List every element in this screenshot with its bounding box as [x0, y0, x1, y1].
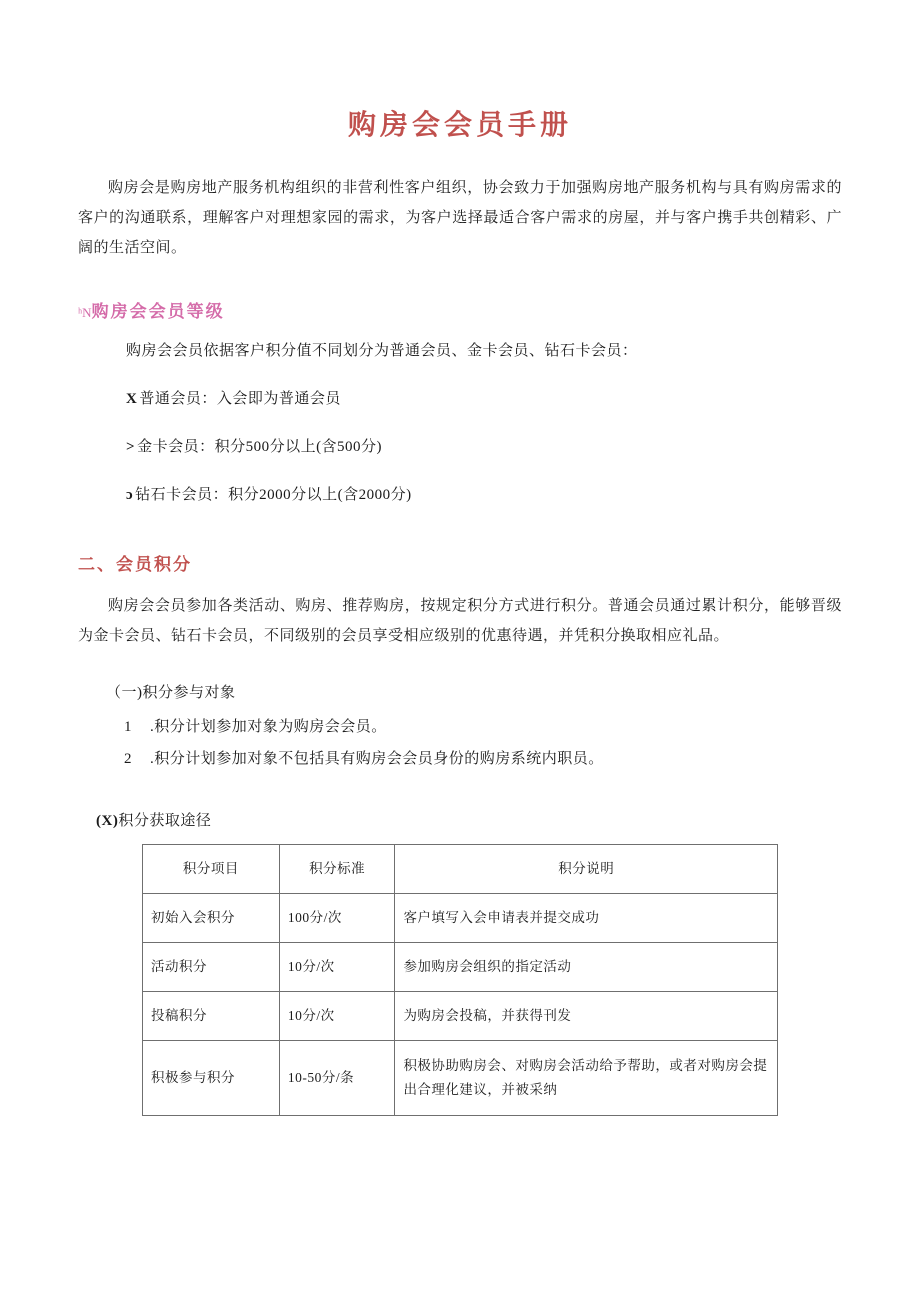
list-item-label: .积分计划参加对象不包括具有购房会会员身份的购房系统内职员。: [150, 750, 604, 767]
table-row: [143, 894, 778, 943]
table-cell-description: 参加购房会组织的指定活动: [395, 943, 778, 992]
list-item-label: 钻石卡会员：积分2000分以上(含2000分): [135, 487, 412, 504]
subsection-heading-text: 积分获取途径: [118, 813, 212, 830]
table-cell-standard: 100分/次: [279, 894, 395, 943]
list-item-label: .积分计划参加对象为购房会会员。: [150, 719, 387, 736]
list-item-number: 1: [124, 719, 132, 736]
table-cell-description: 积极协助购房会、对购房会活动给予帮助，或者对购房会提出合理化建议，并被采纳: [395, 1041, 778, 1116]
bullet-marker: X: [126, 391, 138, 408]
participants-list: [78, 712, 842, 775]
section-heading-text: 购房会会员等级: [91, 302, 225, 322]
table-column-header: 积分项目: [143, 845, 280, 894]
table-cell-item: 积极参与积分: [143, 1041, 280, 1116]
list-item: [78, 480, 842, 510]
table-header-row: [143, 845, 778, 894]
bullet-marker: >: [126, 439, 136, 456]
list-item: [78, 432, 842, 462]
member-levels-lead: 购房会会员依据客户积分值不同划分为普通会员、金卡会员、钻石卡会员：: [126, 343, 638, 360]
list-item-number: 2: [124, 750, 132, 767]
table-row: [143, 992, 778, 1041]
list-item-label: 金卡会员：积分500分以上(含500分): [137, 439, 383, 456]
table-cell-description: 客户填写入会申请表并提交成功: [395, 894, 778, 943]
subsection-heading-participants: （一)积分参与对象: [106, 685, 236, 702]
list-item: [124, 712, 842, 744]
section-marker: ʰN: [78, 305, 92, 321]
table-cell-item: 投稿积分: [143, 992, 280, 1041]
points-table: [142, 844, 778, 1116]
table-column-header: 积分说明: [395, 845, 778, 894]
table-row: [143, 943, 778, 992]
table-row: [143, 1041, 778, 1116]
member-points-paragraph: 购房会会员参加各类活动、购房、推荐购房，按规定积分方式进行积分。普通会员通过累计积分，能够晋级为金卡会员、钻石卡会员，不同级别的会员享受相应级别的优惠待遇，并凭积分换取相应礼品。: [78, 598, 842, 645]
table-cell-item: 初始入会积分: [143, 894, 280, 943]
table-cell-standard: 10-50分/条: [279, 1041, 395, 1116]
table-cell-description: 为购房会投稿，并获得刊发: [395, 992, 778, 1041]
intro-paragraph: 购房会是购房地产服务机构组织的非营利性客户组织，协会致力于加强购房地产服务机构与具有购房需求的客户的沟通联系，理解客户对理想家园的需求，为客户选择最适合客户需求的房屋，并与客户携手共创精彩、广阔的生活空间。: [78, 180, 842, 257]
section-heading-member-levels: [78, 297, 842, 322]
section-heading-member-points: 二、会员积分: [78, 555, 192, 575]
list-item-label: 普通会员：入会即为普通会员: [139, 391, 341, 408]
subsection-tag: (X): [96, 813, 119, 830]
table-cell-item: 活动积分: [143, 943, 280, 992]
list-item: [78, 384, 842, 414]
table-cell-standard: 10分/次: [279, 943, 395, 992]
table-cell-standard: 10分/次: [279, 992, 395, 1041]
list-item: [124, 744, 842, 776]
table-column-header: 积分标准: [279, 845, 395, 894]
page-title: 购房会会员手册: [347, 110, 572, 141]
bullet-marker: ɔ: [126, 487, 134, 504]
subsection-heading-points-sources: [78, 809, 842, 830]
